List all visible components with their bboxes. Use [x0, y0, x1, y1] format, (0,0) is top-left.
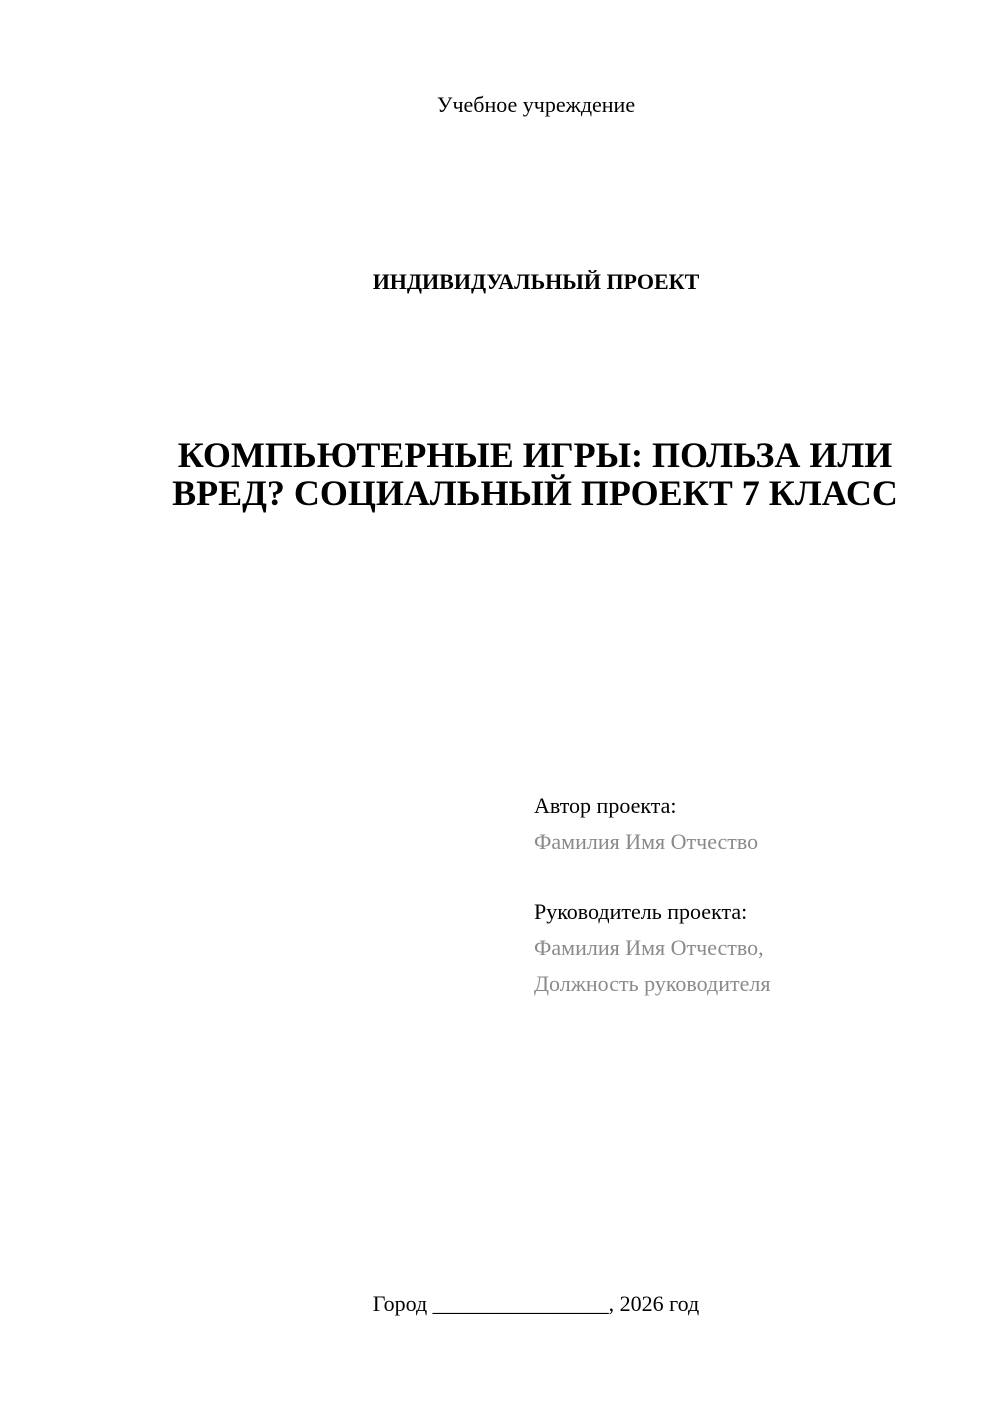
spacer: [534, 860, 954, 894]
city-year-footer: Город ________________, 2026 год: [372, 1291, 700, 1316]
author-label: Автор проекта:: [534, 793, 677, 818]
project-title: КОМПЬЮТЕРНЫЕ ИГРЫ: ПОЛЬЗА ИЛИ ВРЕД? СОЦИАЛЬНЫЙ ПРОЕКТ 7 КЛАСС: [172, 435, 898, 513]
institution-name: Учебное учреждение: [436, 92, 636, 117]
project-type-heading: ИНДИВИДУАЛЬНЫЙ ПРОЕКТ: [372, 269, 700, 294]
author-name: Фамилия Имя Отчество: [534, 829, 759, 854]
supervisor-position: Должность руководителя: [534, 971, 771, 996]
supervisor-name: Фамилия Имя Отчество,: [534, 935, 764, 960]
project-info-block: [534, 788, 954, 1002]
supervisor-label: Руководитель проекта:: [534, 899, 748, 924]
